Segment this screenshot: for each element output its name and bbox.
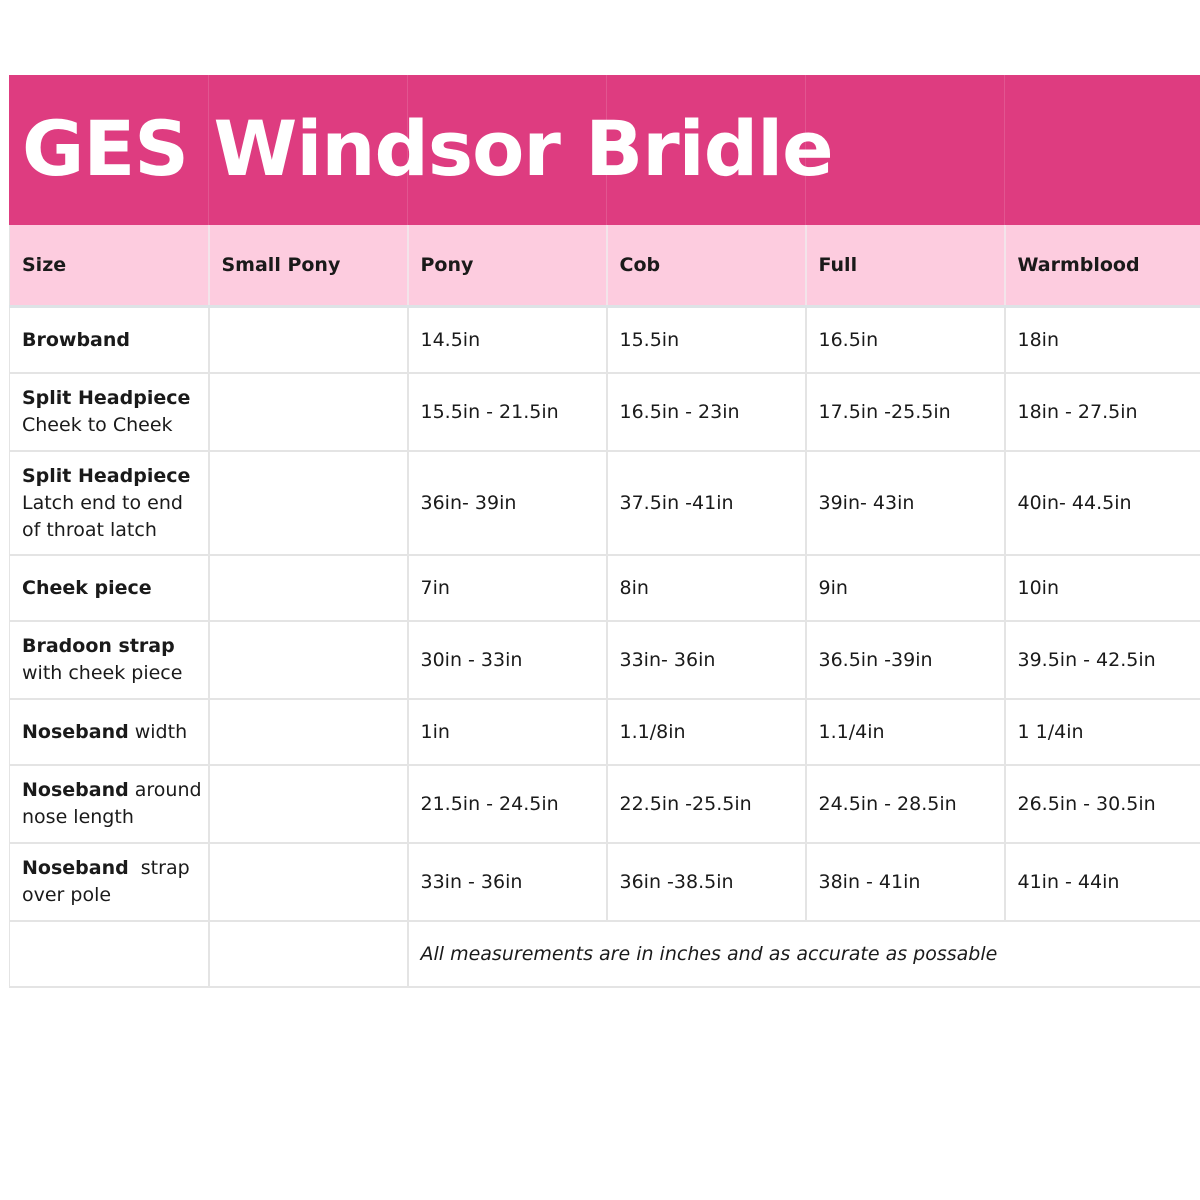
- table-row: [10, 307, 1200, 374]
- table-row: [10, 451, 1200, 555]
- cob-cell: 22.5in -25.5in: [607, 765, 806, 843]
- empty-cell: [209, 921, 408, 987]
- row-label-rest: around: [128, 779, 202, 801]
- row-label-bold: Bradoon strap: [22, 635, 175, 657]
- cob-cell: 37.5in -41in: [607, 451, 806, 555]
- row-label-bold: Split Headpiece: [22, 464, 191, 487]
- warmblood-cell: 18in - 27.5in: [1005, 373, 1200, 451]
- table-row: [10, 765, 1200, 843]
- cob-cell: 8in: [607, 555, 806, 621]
- full-cell: 24.5in - 28.5in: [806, 765, 1005, 843]
- small-pony-cell: [209, 621, 408, 699]
- row-label-bold: Browband: [22, 328, 131, 351]
- warmblood-cell: 41in - 44in: [1005, 843, 1200, 921]
- small-pony-cell: [209, 373, 408, 451]
- full-cell: 38in - 41in: [806, 843, 1005, 921]
- table-row: [10, 843, 1200, 921]
- cob-cell: 16.5in - 23in: [607, 373, 806, 451]
- header-cob: Cob: [607, 225, 806, 307]
- table-row: [10, 699, 1200, 765]
- small-pony-cell: [209, 765, 408, 843]
- size-chart: [9, 75, 1200, 988]
- row-label-line2: over pole: [22, 884, 112, 906]
- row-label: [10, 765, 209, 843]
- row-label-line2: Latch end to end: [22, 491, 183, 514]
- row-label-rest: width: [128, 720, 188, 743]
- header-row: [10, 225, 1200, 307]
- small-pony-cell: [209, 555, 408, 621]
- row-label-line2: Cheek to Cheek: [22, 414, 173, 436]
- pony-cell: 33in - 36in: [408, 843, 607, 921]
- small-pony-cell: [209, 699, 408, 765]
- pony-cell: 15.5in - 21.5in: [408, 373, 607, 451]
- row-label: [10, 373, 209, 451]
- footnote: All measurements are in inches and as accurate as possable: [408, 921, 1200, 987]
- header-warmblood: Warmblood: [1005, 225, 1200, 307]
- full-cell: 39in- 43in: [806, 451, 1005, 555]
- footnote-row: [10, 921, 1200, 987]
- full-cell: 9in: [806, 555, 1005, 621]
- row-label: [10, 699, 209, 765]
- full-cell: 36.5in -39in: [806, 621, 1005, 699]
- small-pony-cell: [209, 307, 408, 374]
- full-cell: 16.5in: [806, 307, 1005, 374]
- warmblood-cell: 10in: [1005, 555, 1200, 621]
- row-label-bold: Noseband: [22, 779, 129, 801]
- row-label-bold: Noseband: [22, 857, 129, 879]
- column-divider: [1004, 75, 1005, 225]
- cob-cell: 1.1/8in: [607, 699, 806, 765]
- row-label-line3: of throat latch: [22, 518, 157, 541]
- row-label-rest: strap: [128, 857, 190, 879]
- empty-cell: [10, 921, 209, 987]
- small-pony-cell: [209, 451, 408, 555]
- pony-cell: 1in: [408, 699, 607, 765]
- small-pony-cell: [209, 843, 408, 921]
- full-cell: 17.5in -25.5in: [806, 373, 1005, 451]
- row-label: [10, 451, 209, 555]
- page-title: GES Windsor Bridle: [22, 104, 833, 193]
- row-label: [10, 307, 209, 374]
- table-row: [10, 555, 1200, 621]
- title-banner: [9, 75, 1200, 225]
- row-label-bold: Split Headpiece: [22, 387, 191, 409]
- row-label-bold: Cheek piece: [22, 576, 152, 599]
- pony-cell: 14.5in: [408, 307, 607, 374]
- row-label-line2: nose length: [22, 806, 134, 828]
- header-pony: Pony: [408, 225, 607, 307]
- row-label: [10, 843, 209, 921]
- warmblood-cell: 18in: [1005, 307, 1200, 374]
- full-cell: 1.1/4in: [806, 699, 1005, 765]
- pony-cell: 30in - 33in: [408, 621, 607, 699]
- warmblood-cell: 26.5in - 30.5in: [1005, 765, 1200, 843]
- pony-cell: 21.5in - 24.5in: [408, 765, 607, 843]
- pony-cell: 36in- 39in: [408, 451, 607, 555]
- pony-cell: 7in: [408, 555, 607, 621]
- table-row: [10, 621, 1200, 699]
- warmblood-cell: 1 1/4in: [1005, 699, 1200, 765]
- warmblood-cell: 40in- 44.5in: [1005, 451, 1200, 555]
- header-small-pony: Small Pony: [209, 225, 408, 307]
- header-full: Full: [806, 225, 1005, 307]
- row-label: [10, 621, 209, 699]
- warmblood-cell: 39.5in - 42.5in: [1005, 621, 1200, 699]
- size-table: [9, 225, 1200, 988]
- table-row: [10, 373, 1200, 451]
- header-size: Size: [10, 225, 209, 307]
- row-label-line2: with cheek piece: [22, 662, 183, 684]
- cob-cell: 15.5in: [607, 307, 806, 374]
- cob-cell: 36in -38.5in: [607, 843, 806, 921]
- cob-cell: 33in- 36in: [607, 621, 806, 699]
- row-label: [10, 555, 209, 621]
- row-label-bold: Noseband: [22, 720, 129, 743]
